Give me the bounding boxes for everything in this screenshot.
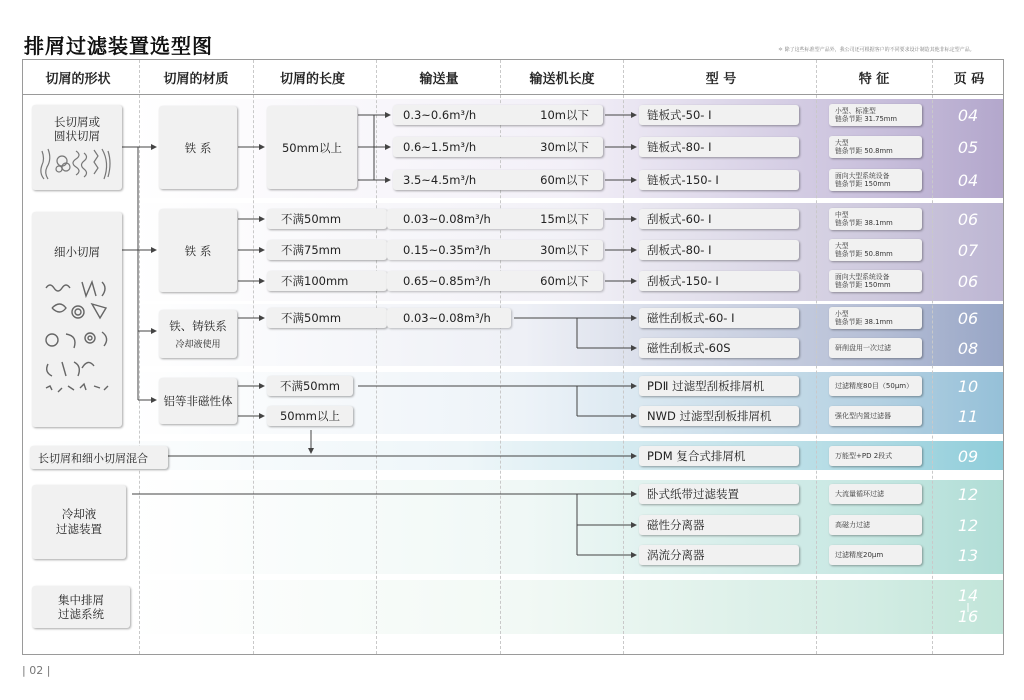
volume-value: 0.03~0.08m³/h: [403, 212, 491, 226]
page-ref-link[interactable]: 13: [957, 545, 979, 565]
header-page: 页 码: [953, 71, 985, 87]
spec-row-4: [387, 209, 603, 229]
model-pdm: PDM 复合式排屑机: [639, 446, 799, 466]
length-over-50-b: 50mm以上: [267, 406, 353, 426]
conveyor-length-value: 60m以下: [540, 173, 589, 187]
page-ref-link[interactable]: 12: [957, 484, 979, 504]
feature-12: 大流量循环过滤: [829, 484, 922, 504]
model-scraper-150: 刮板式-150- Ⅰ: [639, 271, 799, 291]
feature-line: 中型: [835, 210, 849, 219]
header-volume: 输送量: [419, 71, 459, 87]
long-chips-illustration: [38, 147, 116, 181]
feature-line: 大型: [835, 138, 849, 147]
footnote: ＊ 除了这些标准型产品外，我公司还可根据客户的不同要求设计制造其他非标定型产品。: [778, 47, 975, 53]
page-ref-link[interactable]: 10: [957, 376, 979, 396]
conveyor-length-value: 30m以下: [540, 140, 589, 154]
model-chain-80: 链板式-80- Ⅰ: [639, 137, 799, 157]
header-shape: 切屑的形状: [45, 71, 111, 87]
fine-chips-illustration: [38, 276, 116, 406]
feature-line: 面向大型系统设备: [835, 272, 890, 281]
header-conveyor-length: 输送机长度: [529, 71, 595, 87]
volume-value: 0.15~0.35m³/h: [403, 243, 491, 257]
shape-central: 集中排屑 过滤系统: [32, 586, 130, 628]
model-magnetic-separator: 磁性分离器: [639, 515, 799, 535]
page-number-footer: | 02 |: [22, 664, 51, 677]
material-aluminum: 铝等非磁性体: [159, 378, 237, 424]
header-feature: 特 征: [858, 71, 890, 87]
spec-row-5: [387, 240, 603, 260]
shape-long-label: 长切屑或 圆状切屑: [54, 115, 100, 143]
header-model: 型 号: [705, 71, 737, 87]
feature-line: 链条节距 38.1mm: [835, 318, 893, 326]
page-ref-link[interactable]: 05: [957, 137, 979, 157]
conveyor-length-value: 30m以下: [540, 243, 589, 257]
feature-7: [829, 307, 922, 329]
feature-line: 链条节距 38.1mm: [835, 219, 893, 227]
shape-fine-chips: [32, 212, 122, 427]
page-ref-link[interactable]: 06: [957, 308, 979, 328]
page-ref-link[interactable]: 07: [957, 240, 979, 260]
spec-row-7: [387, 308, 511, 328]
feature-14: 过滤精度20μm: [829, 545, 922, 565]
feature-line: 面向大型系统设备: [835, 171, 890, 180]
material-cast-iron: [159, 310, 237, 358]
material-iron-1: 铁 系: [159, 106, 237, 189]
shape-coolant: 冷却液 过滤装置: [32, 485, 126, 559]
feature-5: [829, 239, 922, 261]
feature-line: 链条节距 150mm: [835, 281, 891, 289]
header-length: 切屑的长度: [279, 71, 345, 87]
model-chain-50: 链板式-50- Ⅰ: [639, 105, 799, 125]
feature-3: [829, 169, 922, 191]
conveyor-length-value: 15m以下: [540, 212, 589, 226]
model-chain-150: 链板式-150- Ⅰ: [639, 170, 799, 190]
feature-line: 链条节距 50.8mm: [835, 147, 893, 155]
model-scraper-60: 刮板式-60- Ⅰ: [639, 209, 799, 229]
model-pd2: PDⅡ 过滤型刮板排屑机: [639, 376, 799, 396]
spec-row-1: [393, 105, 603, 125]
volume-value: 0.03~0.08m³/h: [403, 311, 491, 325]
volume-value: 3.5~4.5m³/h: [403, 173, 477, 187]
volume-value: 0.65~0.85m³/h: [403, 274, 491, 288]
feature-13: 高磁力过滤: [829, 515, 922, 535]
spec-row-3: [393, 170, 603, 190]
model-nwd: NWD 过滤型刮板排屑机: [639, 406, 799, 426]
feature-11: 万能型+PD 2段式: [829, 446, 922, 466]
conveyor-length-value: 10m以下: [540, 108, 589, 122]
header-material: 切屑的材质: [163, 71, 229, 87]
model-magnetic-scraper-60s: 磁性刮板式-60S: [639, 338, 799, 358]
conveyor-length-value: 60m以下: [540, 274, 589, 288]
length-under-100: 不满100mm: [267, 271, 387, 291]
feature-8: 研削盘用一次过滤: [829, 338, 922, 358]
shape-fine-label: 细小切屑: [54, 245, 100, 259]
page-ref-link[interactable]: 16: [957, 606, 979, 626]
page-ref-link[interactable]: 06: [957, 271, 979, 291]
page-ref-link[interactable]: 12: [957, 515, 979, 535]
page-ref-link[interactable]: 08: [957, 338, 979, 358]
page-ref-link[interactable]: 09: [957, 446, 979, 466]
material-coolant-note: 冷却液使用: [175, 340, 221, 350]
material-cast-iron-label: 铁、铸铁系: [169, 319, 227, 333]
material-iron-2: 铁 系: [159, 209, 237, 292]
model-scraper-80: 刮板式-80- Ⅰ: [639, 240, 799, 260]
length-under-50-b: 不满50mm: [267, 308, 387, 328]
page-ref-link[interactable]: 14: [957, 585, 979, 605]
page-title: 排屑过滤装置选型图: [24, 34, 213, 58]
feature-2: [829, 136, 922, 158]
feature-9: 过滤精度80目（50μm）: [829, 376, 922, 396]
shape-mixed: 长切屑和细小切屑混合: [30, 446, 168, 469]
feature-line: 链条节距 150mm: [835, 180, 891, 188]
shape-long-chips: [32, 105, 122, 190]
length-under-50-a: 不满50mm: [267, 209, 387, 229]
feature-10: 强化型内置过滤器: [829, 406, 922, 426]
feature-6: [829, 270, 922, 292]
length-under-50-c: 不满50mm: [267, 376, 353, 396]
feature-line: 小型、标准型: [835, 106, 876, 115]
feature-line: 小型: [835, 309, 849, 318]
feature-line: 链条节距 50.8mm: [835, 250, 893, 258]
model-paper-filter: 卧式纸带过滤装置: [639, 484, 799, 504]
length-over-50-a: 50mm以上: [267, 106, 357, 189]
volume-value: 0.6~1.5m³/h: [403, 140, 477, 154]
page-ref-link[interactable]: 06: [957, 209, 979, 229]
feature-1: [829, 104, 922, 126]
page-ref-link[interactable]: 11: [957, 406, 979, 426]
model-magnetic-scraper-60: 磁性刮板式-60- Ⅰ: [639, 308, 799, 328]
length-under-75: 不满75mm: [267, 240, 387, 260]
volume-value: 0.3~0.6m³/h: [403, 108, 477, 122]
page-ref-link[interactable]: 04: [957, 105, 979, 125]
spec-row-6: [387, 271, 603, 291]
feature-4: [829, 208, 922, 230]
feature-line: 大型: [835, 241, 849, 250]
model-vortex-separator: 涡流分离器: [639, 545, 799, 565]
spec-row-2: [393, 137, 603, 157]
page-ref-link[interactable]: 04: [957, 170, 979, 190]
feature-line: 链条节距 31.75mm: [835, 115, 898, 123]
